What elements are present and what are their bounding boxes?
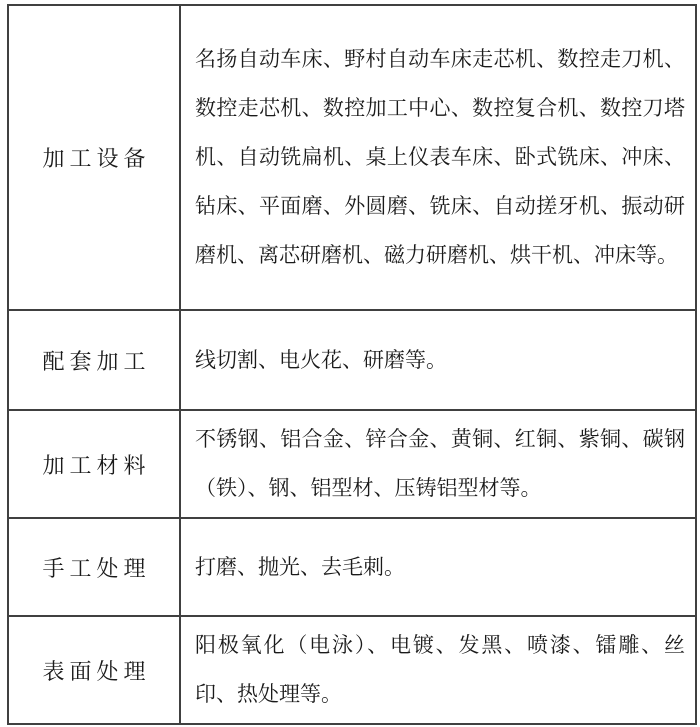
table-row-processing-equipment <box>8 5 696 310</box>
row-content-surface-treatment: 阳极氧化（电泳）、电镀、发黑、喷漆、镭雕、丝印、热处理等。 <box>180 616 696 724</box>
row-label-manual-finishing: 手工处理 <box>8 518 180 616</box>
table-row-processing-materials <box>8 410 696 518</box>
row-content-supporting-processing: 线切割、电火花、研磨等。 <box>180 310 696 410</box>
row-content-processing-materials: 不锈钢、铝合金、锌合金、黄铜、红铜、紫铜、碳钢（铁）、钢、铝型材、压铸铝型材等。 <box>180 410 696 518</box>
row-label-processing-equipment: 加工设备 <box>8 5 180 310</box>
row-label-surface-treatment: 表面处理 <box>8 616 180 724</box>
table-row-supporting-processing <box>8 310 696 410</box>
row-content-manual-finishing: 打磨、抛光、去毛刺。 <box>180 518 696 616</box>
capability-table <box>7 4 697 725</box>
row-content-processing-equipment: 名扬自动车床、野村自动车床走芯机、数控走刀机、数控走芯机、数控加工中心、数控复合机、数控刀塔机、自动铣扁机、桌上仪表车床、卧式铣床、冲床、钻床、平面磨、外圆磨、铣床、自动搓牙机、振动研磨机、离芯研磨机、磁力研磨机、烘干机、冲床等。 <box>180 5 696 310</box>
row-label-processing-materials: 加工材料 <box>8 410 180 518</box>
row-label-supporting-processing: 配套加工 <box>8 310 180 410</box>
table-row-manual-finishing <box>8 518 696 616</box>
table-row-surface-treatment <box>8 616 696 724</box>
